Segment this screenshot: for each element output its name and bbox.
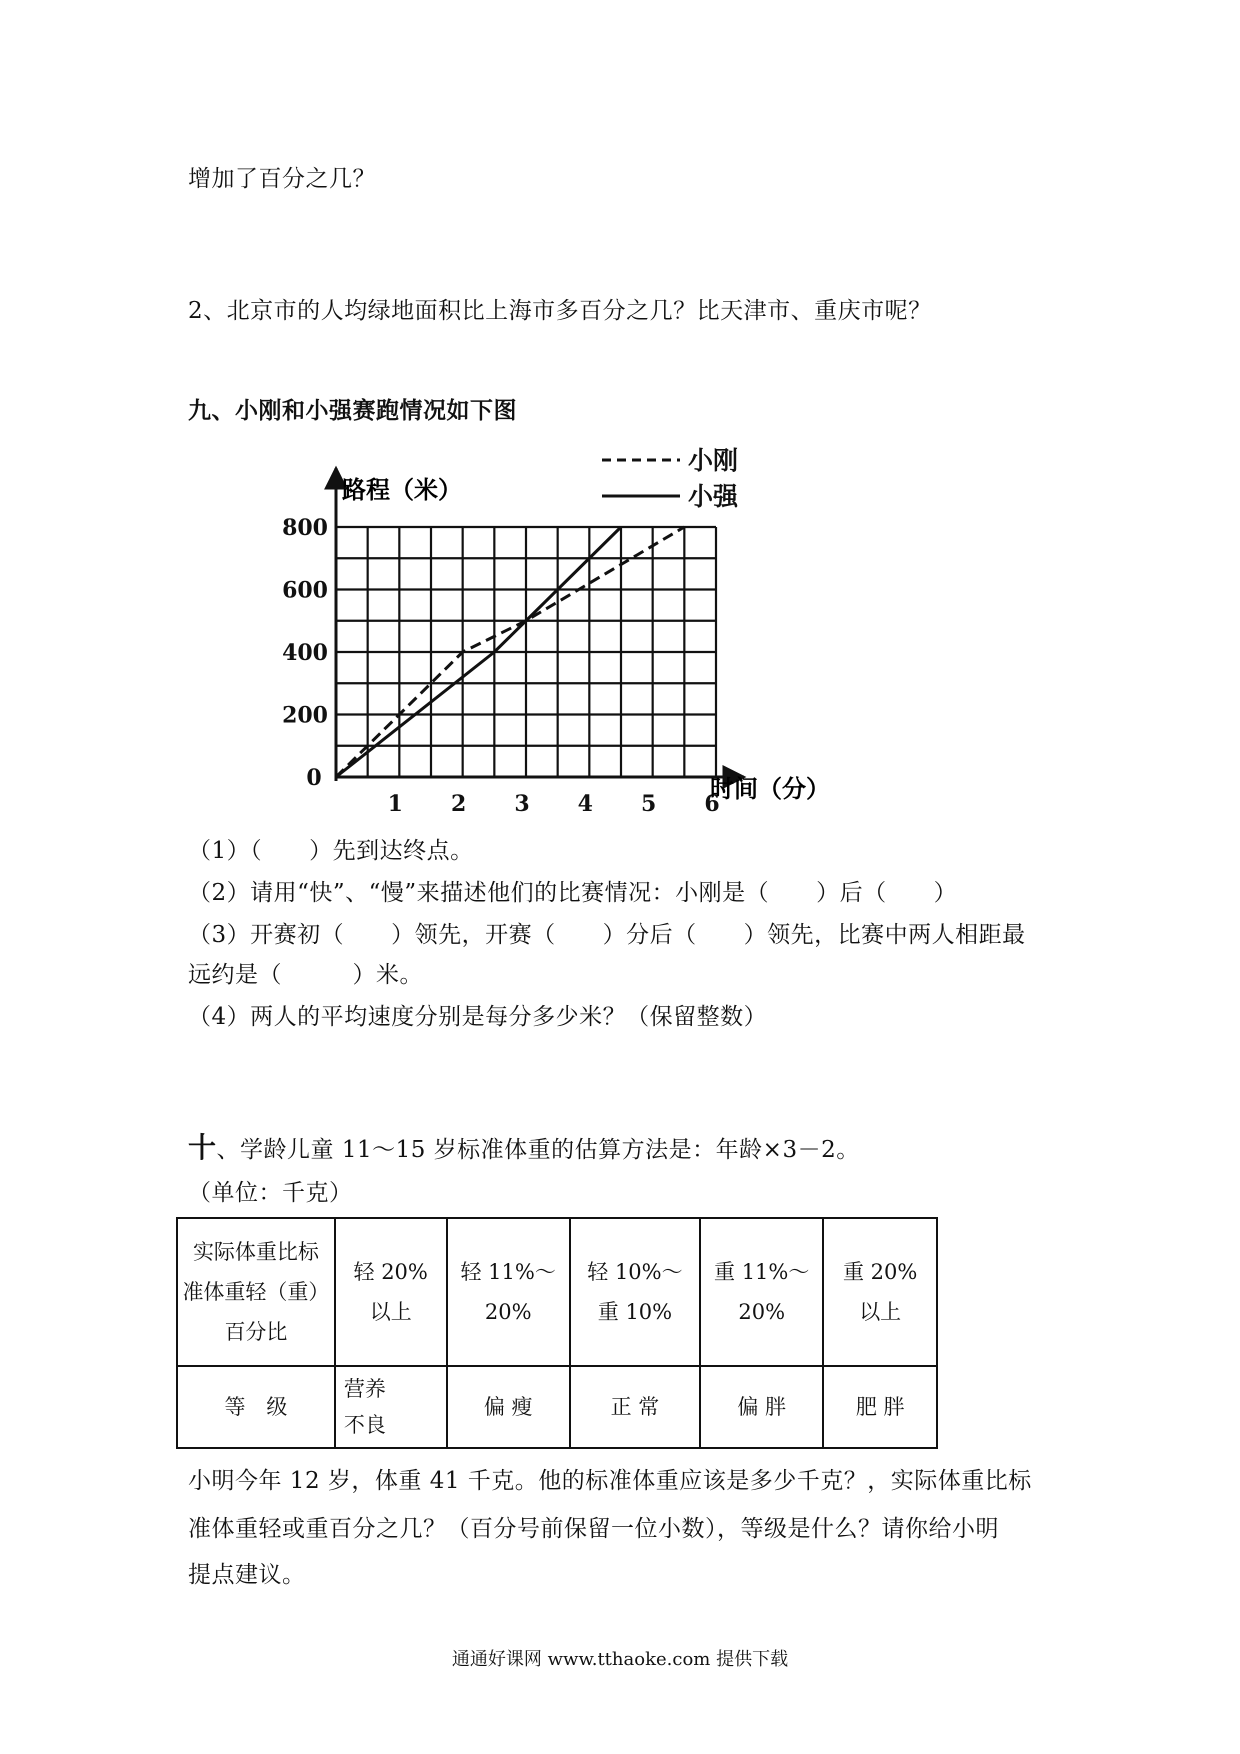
table-row-percent (177, 1218, 937, 1366)
table-cell: 轻 10%～ 重 10% (570, 1218, 700, 1366)
table-cell: 营养 不良 (335, 1366, 447, 1448)
legend-label: 小刚 (688, 446, 739, 475)
x-tick-label: 6 (704, 791, 720, 817)
y-axis-label: 路程（米） (342, 476, 462, 504)
y-tick-label: 600 (282, 577, 328, 604)
table-cell: 轻 20% 以上 (335, 1218, 447, 1366)
table-row-label: 等 级 (177, 1366, 335, 1448)
weight-grade-table (176, 1217, 938, 1449)
race-chart (270, 440, 870, 820)
question-10-text-1: 小明今年 12 岁，体重 41 千克。他的标准体重应该是多少千克？，实际体重比标 (188, 1468, 1032, 1494)
question-10-unit: （单位：千克） (188, 1180, 353, 1206)
table-row-grade (177, 1366, 937, 1448)
question-8-part-2: 2、北京市的人均绿地面积比上海市多百分之几？比天津市、重庆市呢？ (188, 298, 932, 324)
question-9-item-2: （2）请用“快”、“慢”来描述他们的比赛情况：小刚是（ ）后（ ） (188, 880, 958, 906)
question-10-number: 十 (188, 1131, 217, 1164)
footer-credit: 通通好课网 www.tthaoke.com 提供下载 (451, 1649, 789, 1670)
table-cell: 轻 11%～ 20% (447, 1218, 570, 1366)
table-header-cell: 实际体重比标 准体重轻（重） 百分比 (177, 1218, 335, 1366)
table-cell: 偏 胖 (700, 1366, 823, 1448)
legend-label: 小强 (688, 482, 739, 511)
chart-ticks (282, 515, 720, 817)
table-cell: 正 常 (570, 1366, 700, 1448)
chart-axes (336, 468, 744, 781)
question-9-item-1: （1）（ ）先到达终点。 (188, 838, 474, 864)
table-cell: 重 20% 以上 (823, 1218, 937, 1366)
question-10-title-text: 、学龄儿童 11～15 岁标准体重的估算方法是：年龄×3－2。 (216, 1137, 860, 1163)
y-tick-label: 200 (282, 702, 328, 729)
question-10-title (188, 1126, 860, 1166)
chart-grid (336, 527, 716, 777)
x-axis-label: 时间（分） (710, 775, 830, 803)
question-9-title: 九、小刚和小强赛跑情况如下图 (188, 397, 517, 424)
x-tick-label: 3 (514, 791, 530, 817)
x-tick-label: 0 (306, 765, 322, 791)
table-cell: 偏 瘦 (447, 1366, 570, 1448)
chart-legend (602, 446, 739, 511)
x-tick-label: 5 (640, 791, 657, 817)
question-10-text-2: 准体重轻或重百分之几？（百分号前保留一位小数），等级是什么？请你给小明 (188, 1516, 999, 1542)
y-tick-label: 800 (282, 515, 328, 541)
question-8-tail: 增加了百分之几？ (188, 166, 376, 192)
question-10-text-3: 提点建议。 (188, 1562, 306, 1588)
x-tick-label: 2 (451, 791, 467, 817)
x-tick-label: 1 (387, 791, 403, 817)
y-tick-label: 400 (282, 640, 328, 666)
question-9-item-3b: 远约是（ ）米。 (188, 962, 423, 988)
question-9-item-4: （4）两人的平均速度分别是每分多少米？（保留整数） (188, 1004, 768, 1030)
table-cell: 肥 胖 (823, 1366, 937, 1448)
question-9-item-3a: （3）开赛初（ ）领先，开赛（ ）分后（ ）领先，比赛中两人相距最 (188, 922, 1026, 948)
x-tick-label: 4 (577, 791, 593, 817)
table-cell: 重 11%～ 20% (700, 1218, 823, 1366)
